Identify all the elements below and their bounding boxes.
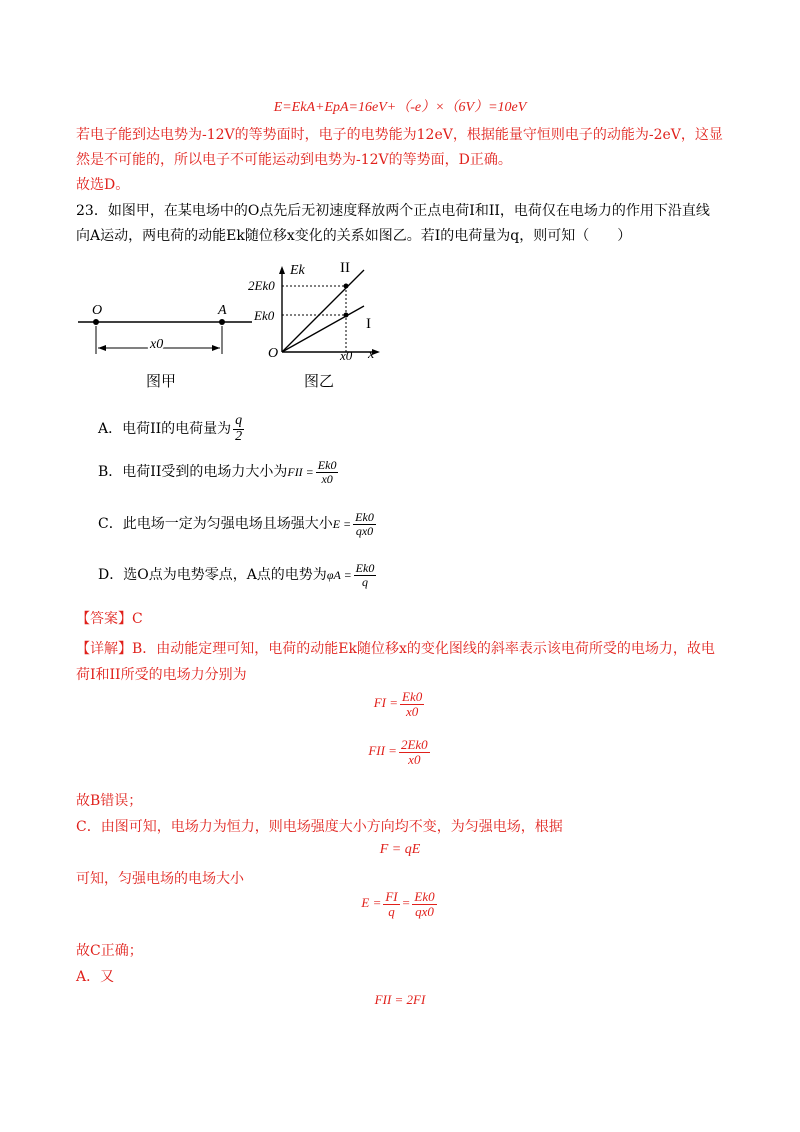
c-line2: 可知，匀强电场的电场大小 <box>76 871 244 887</box>
label-2Ek0: 2Ek0 <box>248 278 275 293</box>
label-Ek: Ek <box>290 263 305 278</box>
caption-yi: 图乙 <box>304 372 335 390</box>
caption-jia: 图甲 <box>146 372 177 390</box>
label-O: O <box>92 303 103 318</box>
b-wrong: 故B错误； <box>76 793 143 809</box>
prev-paragraph-line1: 若电子能到达电势为-12V的等势面时，电子的电势能为12eV，根据能量守恒则电子的动能为-2eV，这显 <box>76 127 723 143</box>
label-A: A <box>218 303 227 318</box>
prev-answer: 故选D。 <box>76 177 130 193</box>
option-B: B．电荷II受到的电场力大小为FII = $\frac{Ek0}{x0}$ <box>98 458 337 486</box>
point-A <box>219 319 225 325</box>
line-II <box>282 270 364 352</box>
point-O <box>93 319 99 325</box>
c-right: 故C正确； <box>76 943 143 959</box>
option-C: C．此电场一定为匀强电场且场强大小E = $\frac{Ek0}{qx0}$ <box>98 510 374 538</box>
label-x0: x0 <box>150 337 164 352</box>
label-x: x <box>368 347 375 362</box>
detail-line2: 荷I和II所受的电场力分别为 <box>76 667 247 683</box>
question-line1: 23．如图甲，在某电场中的O点先后无初速度释放两个正点电荷I和II，电荷仅在电场力的作用下沿直线 <box>76 203 710 219</box>
c-line: C．由图可知，电场力为恒力，则电场强度大小方向均不变，为匀强电场，根据 <box>76 819 563 835</box>
option-A: A．电荷II的电荷量为 $\frac{q}{2}$ <box>98 413 243 444</box>
option-D: D．选O点为电势零点，A点的电势为φA = $\frac{Ek0}{q}$ <box>98 561 375 589</box>
figure-jia <box>70 290 270 400</box>
figure-yi <box>246 256 386 396</box>
top-equation: E=EkA+EpA=16eV+（-e）×（6V）=10eV <box>273 100 527 115</box>
prev-paragraph-line2: 然是不可能的，所以电子不可能运动到电势为-12V的等势面，D正确。 <box>76 152 512 168</box>
equation-FII: FII = 2FI <box>374 992 426 1007</box>
label-II: II <box>340 260 350 276</box>
detail-line1: 【详解】B．由动能定理可知，电荷的动能Ek随位移x的变化图线的斜率表示该电荷所受的电场力，故电 <box>76 641 715 657</box>
line-I <box>282 306 364 352</box>
label-x0-2: x0 <box>340 348 353 363</box>
equation-F2: FII = $\frac{2Ek0}{x0}$ <box>368 737 428 767</box>
label-Ek0: Ek0 <box>254 308 275 323</box>
equation-FqE: F = qE <box>379 842 421 857</box>
equation-E: E = $\frac{FI}{q}$ = $\frac{Ek0}{qx0}$ <box>361 889 435 919</box>
a-line: A．又 <box>76 969 115 985</box>
label-I: I <box>366 316 371 332</box>
question-line2: 向A运动，两电荷的动能Ek随位移x变化的关系如图乙。若I的电荷量为q，则可知（ ） <box>76 228 632 244</box>
answer: 【答案】C <box>76 611 143 627</box>
label-O2: O <box>268 346 279 361</box>
equation-F1: FI = $\frac{Ek0}{x0}$ <box>373 689 423 719</box>
